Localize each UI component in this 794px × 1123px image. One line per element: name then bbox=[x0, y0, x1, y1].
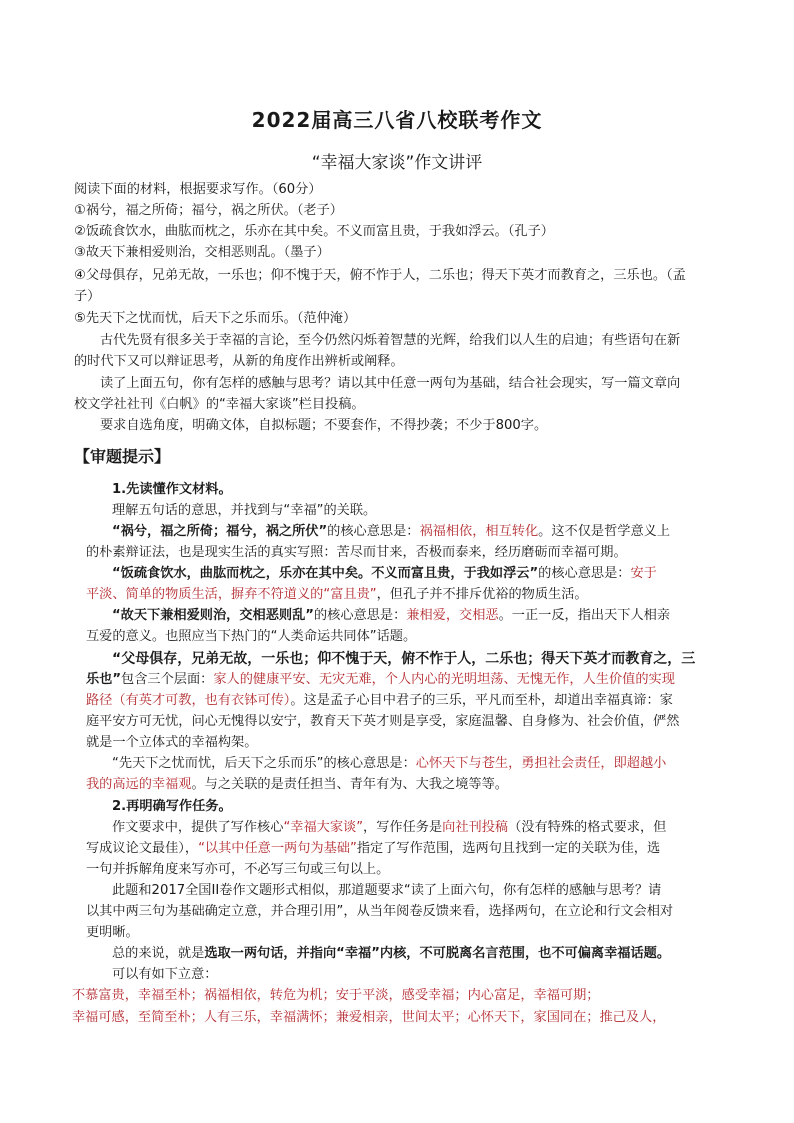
highlight-text: 心怀天下与苍生，勇担社会责任，即超越小 bbox=[415, 756, 667, 771]
document-title: 2022届高三八省八校联考作文 bbox=[251, 108, 543, 132]
prompt-line: 的时代下又可以辩证思考，从新的角度作出辨析或阐释。 bbox=[74, 354, 404, 369]
body-line: 就是一个立体式的幸福构架。 bbox=[86, 735, 258, 750]
body-line: 理解五句话的意思，并找到与“幸福”的关联。 bbox=[112, 503, 377, 518]
quote-text: “祸兮，福之所倚；福兮，祸之所伏” bbox=[112, 524, 328, 539]
prompt-line: ①祸兮，福之所倚；福兮，祸之所伏。（老子） bbox=[74, 203, 343, 218]
quote-text: “父母俱存，兄弟无故，一乐也；仰不愧于天，俯不怍于人，二乐也；得天下英才而教育之，三 bbox=[112, 651, 696, 667]
body-line: 作文要求中，提供了写作核心“幸福大家谈”，写作任务是向社刊投稿（没有特殊的格式要求，但 bbox=[112, 820, 667, 835]
prompt-line: 读了上面五句，你有怎样的感触与思考？请以其中任意一两句为基础，结合社会现实，写一篇文章向 bbox=[100, 376, 681, 391]
prompt-line: 古代先贤有很多关于幸福的言论，至今仍然闪烁着智慧的光辉，给我们以人生的启迪；有些语句在新 bbox=[100, 333, 681, 348]
highlight-text: 路径（有英才可教，也有衣钵可传） bbox=[86, 693, 291, 708]
body-line: “故天下兼相爱则治，交相恶则乱”的核心意思是：兼相爱，交相恶。一正一反，指出天下人相亲 bbox=[112, 608, 671, 623]
quote-text: “故天下兼相爱则治，交相恶则乱” bbox=[112, 608, 314, 623]
highlight-text: 我的高远的幸福观 bbox=[86, 777, 192, 792]
quote-text: “饭疏食饮水，曲肱而枕之，乐亦在其中矣。不义而富且贵，于我如浮云” bbox=[112, 566, 539, 581]
idea-list-line: 不慕富贵，幸福至朴；祸福相依，转危为机；安于平淡，感受幸福；内心富足，幸福可期； bbox=[72, 988, 600, 1003]
idea-list-line: 幸福可感，至简至朴；人有三乐，幸福满怀；兼爱相亲，世间太平；心怀天下，家国同在；推己及人， bbox=[72, 1010, 666, 1025]
highlight-text: 向社刊投稿 bbox=[442, 820, 509, 835]
prompt-line: ②饭疏食饮水，曲肱而枕之，乐亦在其中矣。不义而富且贵，于我如浮云。（孔子） bbox=[74, 224, 554, 239]
prompt-line: ③故天下兼相爱则治，交相恶则乱。（墨子） bbox=[74, 245, 330, 260]
body-line: 总的来说，就是选取一两句话，并指向“幸福”内核，不可脱离名言范围，也不可偏离幸福话题。 bbox=[112, 946, 671, 961]
subsection-heading: 2.再明确写作任务。 bbox=[112, 799, 232, 814]
subsection-heading: 1.先读懂作文材料。 bbox=[112, 482, 232, 497]
body-line: 写成议论文最佳），“以其中任意一两句为基础”指定了写作范围，选两句且找到一定的关联为佳，选 bbox=[86, 841, 661, 856]
highlight-text: 安于 bbox=[630, 566, 657, 581]
body-line: 的朴素辩证法，也是现实生活的真实写照：苦尽而甘来，否极而泰来，经历磨砺而幸福可期。 bbox=[86, 545, 627, 560]
body-line: 此题和2017全国II卷作文题形式相似，那道题要求“读了上面六句，你有怎样的感触与思考？请 bbox=[112, 883, 662, 898]
body-line: “先天下之忧而忧，后天下之乐而乐”的核心意思是：心怀天下与苍生，勇担社会责任，即超越小 bbox=[112, 756, 667, 771]
section-heading: 【审题提示】 bbox=[74, 447, 171, 466]
prompt-line: 要求自选角度，明确文体，自拟标题；不要套作，不得抄袭；不少于800字。 bbox=[100, 418, 548, 433]
prompt-line: 阅读下面的材料，根据要求写作。（60分） bbox=[74, 182, 322, 197]
emphasis-text: 选取一两句话，并指向“幸福”内核，不可脱离名言范围，也不可偏离幸福话题。 bbox=[204, 946, 671, 961]
prompt-line: 子） bbox=[74, 289, 101, 304]
body-line: 一句并拆解角度来写亦可，不必写三句或三句以上。 bbox=[86, 862, 390, 877]
body-line: “祸兮，福之所倚；福兮，祸之所伏”的核心意思是：祸福相依，相互转化。这不仅是哲学意义上 bbox=[112, 524, 671, 539]
body-line: 我的高远的幸福观。与之关联的是责任担当、青年有为、大我之境等等。 bbox=[86, 777, 508, 792]
body-line: 路径（有英才可教，也有衣钵可传）。这是孟子心目中君子的三乐，平凡而至朴，却道出幸福真谛：家 bbox=[86, 693, 673, 708]
body-line: “饭疏食饮水，曲肱而枕之，乐亦在其中矣。不义而富且贵，于我如浮云”的核心意思是：安于 bbox=[112, 566, 657, 581]
body-line: 以其中两三句为基础确定立意，并合理引用”，从当年阅卷反馈来看，选择两句，在立论和行文会相对 bbox=[86, 904, 674, 919]
body-line: 平淡、简单的物质生活，摒弃不符道义的“富且贵”，但孔子并不排斥优裕的物质生活。 bbox=[86, 587, 588, 602]
highlight-text: 家人的健康平安、无灾无难，个人内心的光明坦荡、无愧无作，人生价值的实现 bbox=[213, 672, 675, 687]
highlight-text: 兼相爱，交相恶 bbox=[406, 608, 499, 623]
prompt-line: 校文学社社刊《白帆》的“幸福大家谈”栏目投稿。 bbox=[74, 397, 365, 412]
prompt-line: ④父母俱存，兄弟无故，一乐也；仰不愧于天，俯不怍于人，二乐也；得天下英才而教育之，三乐也。（孟 bbox=[74, 268, 686, 283]
highlight-text: “以其中任意一两句为基础” bbox=[198, 841, 357, 856]
highlight-text: 祸福相依，相互转化 bbox=[419, 524, 539, 539]
body-line: 更明晰。 bbox=[86, 925, 139, 940]
quote-text: “先天下之忧而忧，后天下之乐而乐” bbox=[112, 756, 324, 771]
body-line: 互爱的意义。也照应当下热门的“人类命运共同体”话题。 bbox=[86, 629, 417, 644]
highlight-text: “幸福大家谈” bbox=[283, 820, 364, 835]
highlight-text: 平淡、简单的物质生活，摒弃不符道义的“富且贵” bbox=[86, 587, 377, 602]
prompt-line: ⑤先天下之忧而忧，后天下之乐而乐。（范仲淹） bbox=[74, 311, 357, 326]
document-subtitle: “幸福大家谈”作文讲评 bbox=[311, 153, 483, 173]
body-line: 庭平安方可无忧，问心无愧得以安宁，教育天下英才则是享受，家庭温馨、自身修为、社会价值，俨然 bbox=[86, 714, 680, 729]
body-line: 乐也”包含三个层面：家人的健康平安、无灾无难，个人内心的光明坦荡、无愧无作，人生价值的实现 bbox=[86, 672, 675, 687]
body-line: 可以有如下立意： bbox=[112, 967, 218, 982]
